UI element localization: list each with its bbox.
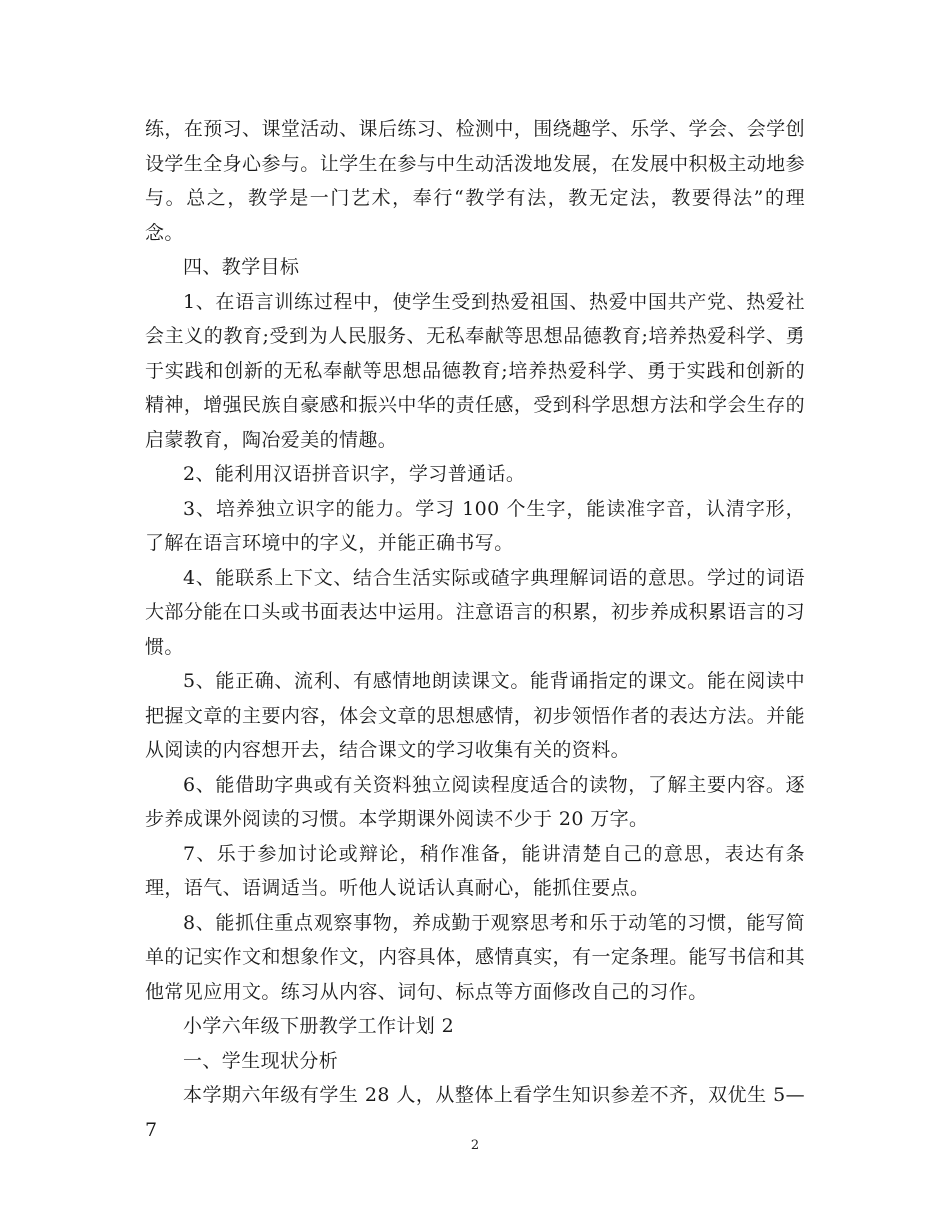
goal-item-7: 7、乐于参加讨论或辩论，稍作准备，能讲清楚自己的意思，表达有条理，语气、语调适当。听他人说话认真耐心，能抓住要点。 xyxy=(145,842,805,899)
goal-item-5: 5、能正确、流利、有感情地朗读课文。能背诵指定的课文。能在阅读中把握文章的主要内容，体会文章的思想感情，初步领悟作者的表达方法。并能从阅读的内容想开去，结合课文的学习收集有关的资料。 xyxy=(145,670,805,761)
document-body xyxy=(145,112,805,1147)
goal-item-2: 2、能利用汉语拼音识字，学习普通话。 xyxy=(183,463,526,485)
goal-item-4: 4、能联系上下文、结合生活实际或碴字典理解词语的意思。学过的词语大部分能在口头或书面表达中运用。注意语言的积累，初步养成积累语言的习惯。 xyxy=(145,566,805,658)
plan-title: 小学六年级下册教学工作计划 2 xyxy=(183,1015,455,1037)
section-heading-student-analysis: 一、学生现状分析 xyxy=(183,1049,339,1072)
goal-item-1: 1、在语言训练过程中，使学生受到热爱祖国、热爱中国共产党、热爱社会主义的教育;受到为人民服务、无私奉献等思想品德教育;培养热爱科学、勇于实践和创新的无私奉献等思想品德教育;培养热爱科学、勇于实践和创新的精神，增强民族自豪感和振兴中华的责任感，受到科学思想方法和学会生存的启蒙教育，陶冶爱美的情趣。 xyxy=(145,290,805,451)
goal-item-8: 8、能抓住重点观察事物，养成勤于观察思考和乐于动笔的习惯，能写简单的记实作文和想象作文，内容具体，感情真实，有一定条理。能写书信和其他常见应用文。练习从内容、词句、标点等方面修改自己的习作。 xyxy=(145,911,805,1003)
goal-item-6: 6、能借助字典或有关资料独立阅读程度适合的读物，了解主要内容。逐步养成课外阅读的习惯。本学期课外阅读不少于 20 万字。 xyxy=(145,773,805,830)
section-heading-teaching-goals: 四、教学目标 xyxy=(183,256,300,278)
paragraph-0: 练，在预习、课堂活动、课后练习、检测中，围绕趣学、乐学、学会、会学创设学生全身心参与。让学生在参与中生动活泼地发展，在发展中积极主动地参与。总之，教学是一门艺术，奉行“教学有法，教无定法，教要得法”的理念。 xyxy=(145,118,805,244)
page-number: 2 xyxy=(470,1138,480,1153)
paragraph-student-analysis: 本学期六年级有学生 28 人，从整体上看学生知识参差不齐，双优生 5—7 xyxy=(145,1084,805,1141)
goal-item-3: 3、培养独立识字的能力。学习 100 个生字，能读准字音，认清字形，了解在语言环境中的字义，并能正确书写。 xyxy=(145,497,805,554)
